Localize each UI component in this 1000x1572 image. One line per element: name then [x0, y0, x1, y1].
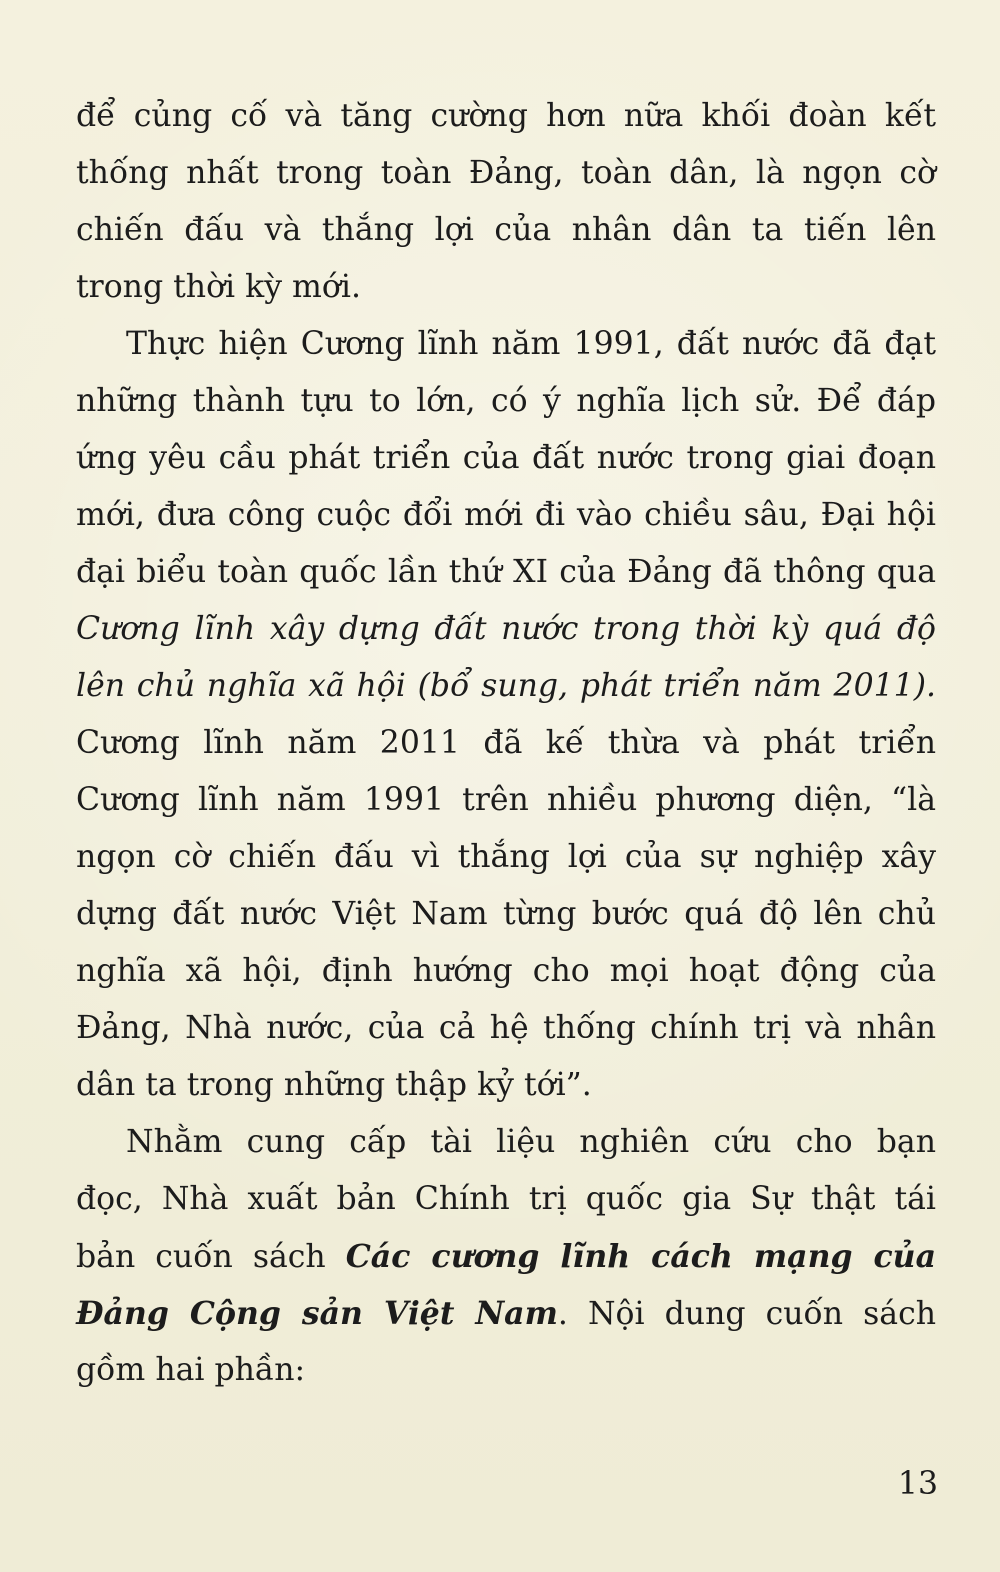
paragraph-line-suffix: . Nội dung cuốn sách	[557, 1296, 936, 1332]
paragraph-line: gồm hai phần:	[76, 1352, 306, 1388]
book-title-part-1: Các cương lĩnh cách mạng của	[345, 1238, 936, 1275]
paragraph-line: trong thời kỳ mới.	[76, 269, 361, 305]
paragraph-line: thống nhất trong toàn Đảng, toàn dân, là ngọn cờ	[76, 155, 936, 191]
paragraph-line: chiến đấu và thắng lợi của nhân dân ta tiến lên	[76, 212, 936, 248]
paragraph-line: để củng cố và tăng cường hơn nữa khối đoàn kết	[76, 98, 936, 134]
paragraph-line: Cương lĩnh năm 1991 trên nhiều phương diện, “là	[76, 782, 936, 818]
book-title-part-2: Đảng Cộng sản Việt Nam	[76, 1295, 558, 1332]
paragraph-line	[76, 1228, 936, 1285]
paragraph-line: Cương lĩnh năm 2011 đã kế thừa và phát triển	[76, 725, 936, 761]
paragraph-1	[76, 88, 936, 316]
paragraph-line: dựng đất nước Việt Nam từng bước quá độ lên chủ	[76, 896, 936, 932]
paragraph-line: dân ta trong những thập kỷ tới”.	[76, 1067, 592, 1103]
italic-program-title-line: lên chủ nghĩa xã hội (bổ sung, phát triển năm 2011).	[76, 668, 936, 704]
paragraph-line-prefix: bản cuốn sách	[76, 1239, 326, 1275]
paragraph-line: mới, đưa công cuộc đổi mới đi vào chiều sâu, Đại hội	[76, 497, 936, 533]
paragraph-2	[76, 316, 936, 1114]
italic-program-title-line: Cương lĩnh xây dựng đất nước trong thời kỳ quá độ	[76, 611, 936, 647]
paragraph-line: ứng yêu cầu phát triển của đất nước trong giai đoạn	[76, 440, 936, 476]
paragraph-line: nghĩa xã hội, định hướng cho mọi hoạt động của	[76, 953, 936, 989]
paragraph-line: những thành tựu to lớn, có ý nghĩa lịch sử. Để đáp	[76, 383, 936, 419]
paragraph-line: Đảng, Nhà nước, của cả hệ thống chính trị và nhân	[76, 1010, 936, 1046]
paragraph-line	[76, 1285, 936, 1342]
paragraph-line: Thực hiện Cương lĩnh năm 1991, đất nước đã đạt	[126, 326, 936, 362]
paragraph-3	[76, 1114, 936, 1399]
page-body	[76, 88, 936, 1399]
paragraph-line: Nhằm cung cấp tài liệu nghiên cứu cho bạn	[126, 1124, 936, 1160]
page-number: 13	[897, 1466, 938, 1502]
paragraph-line: ngọn cờ chiến đấu vì thắng lợi của sự nghiệp xây	[76, 839, 936, 875]
paragraph-line: đọc, Nhà xuất bản Chính trị quốc gia Sự thật tái	[76, 1181, 936, 1217]
paragraph-line: đại biểu toàn quốc lần thứ XI của Đảng đã thông qua	[76, 554, 936, 590]
